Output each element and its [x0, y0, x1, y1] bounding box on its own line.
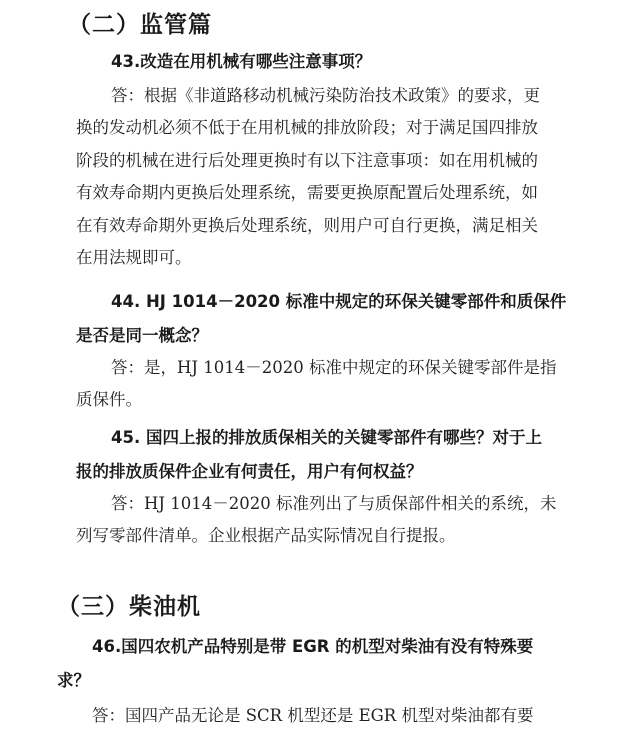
answer-43 [76, 80, 540, 274]
answer-45 [76, 488, 556, 553]
question-44-line-1: 44. HJ 1014－2020 标准中规定的环保关键零部件和质保件 [111, 292, 567, 311]
answer-46 [57, 700, 533, 732]
answer-43-line-6: 在用法规即可。 [76, 247, 192, 267]
question-45-line-1: 45. 国四上报的排放质保相关的关键零部件有哪些？对于上 [111, 428, 542, 447]
question-46-line-2: 求？ [57, 671, 90, 690]
answer-43-line-2: 换的发动机必须不低于在用机械的排放阶段；对于满足国四排放 [76, 118, 538, 138]
question-46 [57, 630, 533, 698]
section-heading-diesel-engine: （三）柴油机 [57, 594, 201, 620]
answer-44-line-1: 答：是，HJ 1014－2020 标准中规定的环保关键零部件是指 [111, 358, 557, 377]
answer-43-line-4: 有效寿命期内更换后处理系统，需要更换原配置后处理系统，如 [76, 183, 538, 203]
question-44 [76, 285, 566, 353]
answer-43-line-5: 在有效寿命期外更换后处理系统，则用户可自行更换，满足相关 [76, 215, 538, 235]
question-45-line-2: 报的排放质保件企业有何责任，用户有何权益？ [76, 462, 423, 481]
answer-44-line-2: 质保件。 [76, 390, 142, 410]
answer-43-line-1: 答：根据《非道路移动机械污染防治技术政策》的要求，更 [111, 86, 540, 105]
answer-45-line-1: 答：HJ 1014－2020 标准列出了与质保部件相关的系统，未 [111, 494, 557, 513]
answer-46-line-1: 答：国四产品无论是 SCR 机型还是 EGR 机型对柴油都有要 [92, 706, 534, 725]
question-45 [76, 421, 542, 489]
question-46-line-1: 46.国四农机产品特别是带 EGR 的机型对柴油有没有特殊要 [92, 637, 534, 656]
question-43: 43.改造在用机械有哪些注意事项？ [111, 52, 372, 71]
question-44-line-2: 是否是同一概念？ [76, 326, 208, 345]
section-heading-supervision: （二）监管篇 [68, 12, 212, 38]
answer-44 [76, 352, 556, 417]
answer-43-line-3: 阶段的机械在进行后处理更换时有以下注意事项：如在用机械的 [76, 150, 538, 170]
answer-45-line-2: 列写零部件清单。企业根据产品实际情况自行提报。 [76, 526, 456, 546]
